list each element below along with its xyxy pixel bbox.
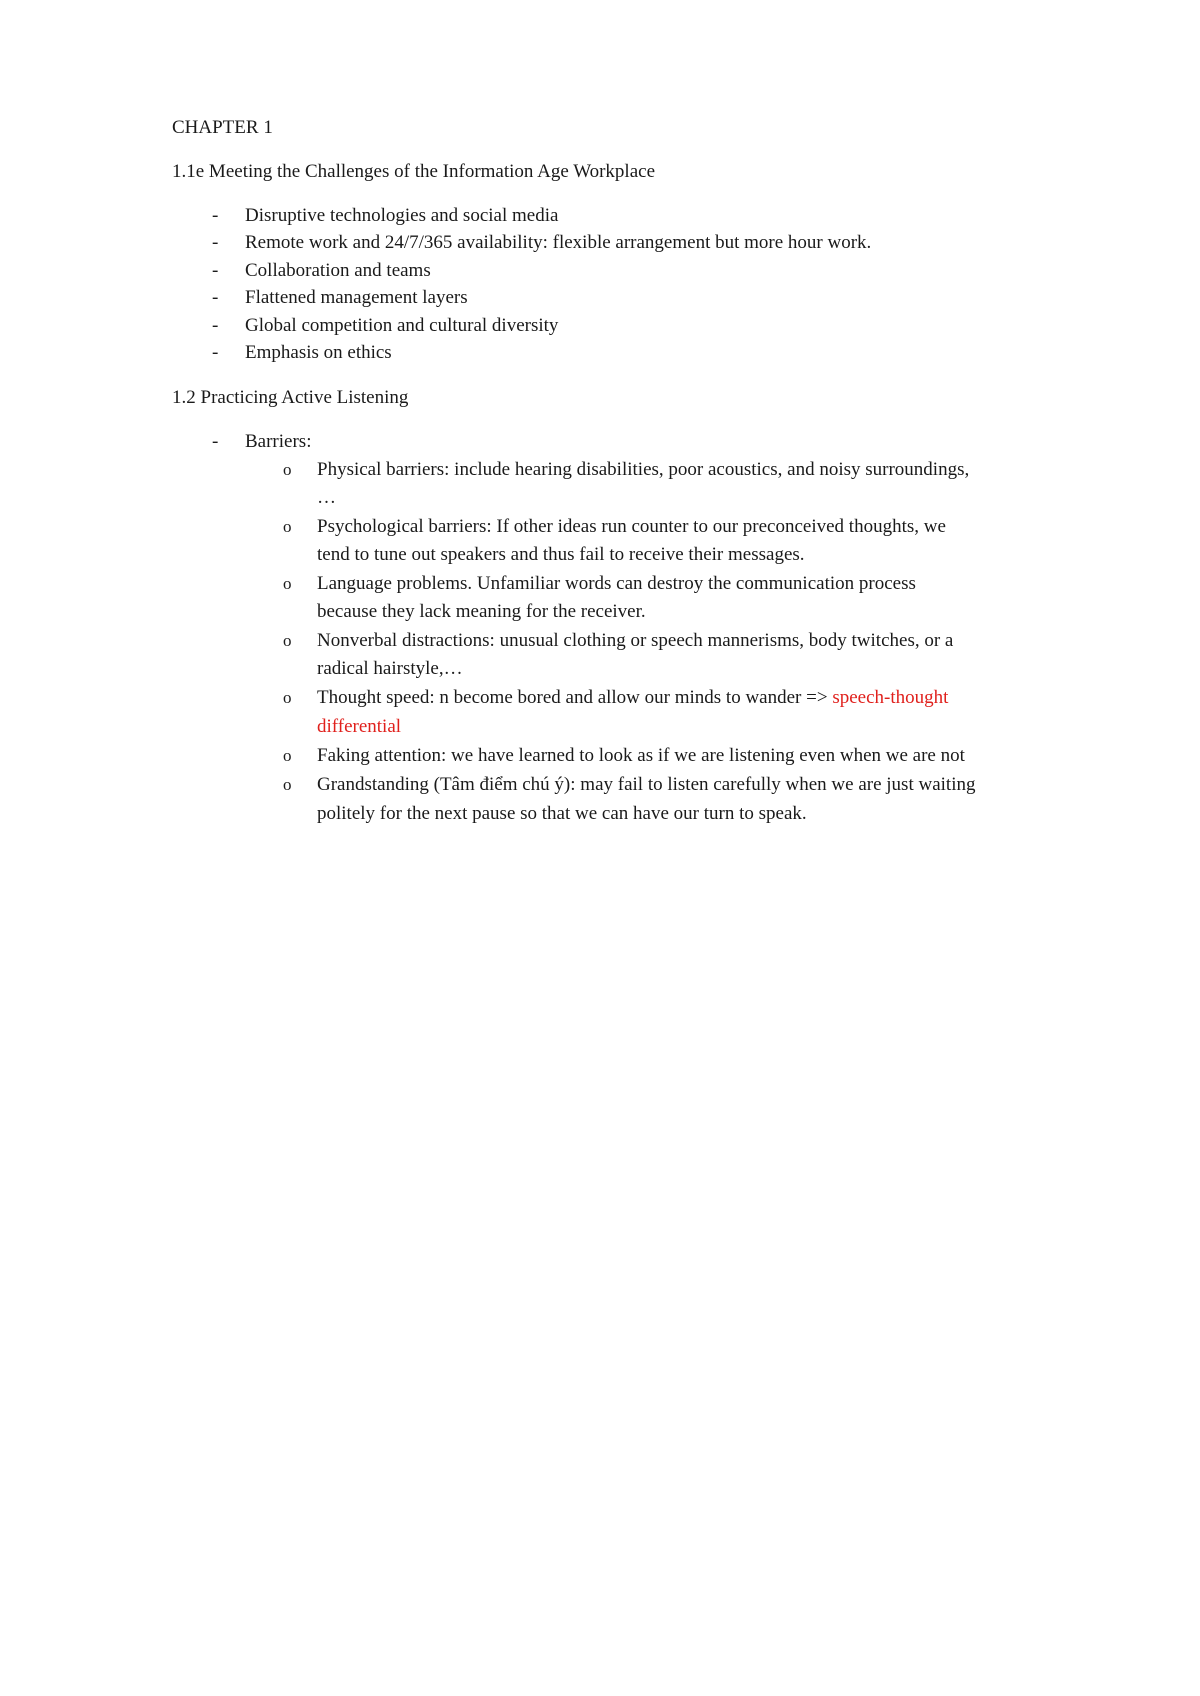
list-item-text: Remote work and 24/7/365 availability: flexible arrangement but more hour work. <box>245 232 872 253</box>
sublist-item-text: Faking attention: we have learned to look as if we are listening even when we are not <box>317 745 965 766</box>
highlighted-term: speech-thought <box>832 687 949 708</box>
dash-marker: - <box>212 260 219 281</box>
dash-marker: - <box>212 205 219 226</box>
section-heading-1-2: 1.2 Practicing Active Listening <box>172 387 409 408</box>
list-item-text: Disruptive technologies and social media <box>245 205 559 226</box>
sublist-item-text-cont: because they lack meaning for the receiver. <box>317 601 646 622</box>
sublist-item-text: Psychological barriers: If other ideas run counter to our preconceived thoughts, we <box>317 516 946 537</box>
circle-bullet-icon: o <box>283 746 292 765</box>
list-item-text: Global competition and cultural diversity <box>245 315 559 336</box>
sublist-item-text <box>317 684 948 712</box>
dash-marker: - <box>212 232 219 253</box>
circle-bullet-icon: o <box>283 460 292 479</box>
circle-bullet-icon: o <box>283 517 292 536</box>
sublist-item-text-cont: … <box>317 487 336 508</box>
list-item-text: Collaboration and teams <box>245 260 431 281</box>
sublist-item-text-cont: radical hairstyle,… <box>317 658 463 679</box>
list-item-text: Flattened management layers <box>245 287 468 308</box>
sublist-item-text: Physical barriers: include hearing disabilities, poor acoustics, and noisy surroundings, <box>317 459 970 480</box>
sublist-item-text: Nonverbal distractions: unusual clothing or speech mannerisms, body twitches, or a <box>317 630 954 651</box>
dash-marker: - <box>212 315 219 336</box>
dash-marker: - <box>212 287 219 308</box>
list-item-text: Emphasis on ethics <box>245 342 392 363</box>
circle-bullet-icon: o <box>283 574 292 593</box>
sublist-item-text: Language problems. Unfamiliar words can destroy the communication process <box>317 573 916 594</box>
barriers-label: Barriers: <box>245 431 312 452</box>
highlighted-term-cont: differential <box>317 716 402 737</box>
circle-bullet-icon: o <box>283 688 292 707</box>
circle-bullet-icon: o <box>283 775 292 794</box>
dash-marker: - <box>212 342 219 363</box>
circle-bullet-icon: o <box>283 631 292 650</box>
thought-speed-text: Thought speed: n become bored and allow our minds to wander => <box>317 687 833 708</box>
sublist-item-text: Grandstanding (Tâm điểm chú ý): may fail to listen carefully when we are just waiting <box>317 774 976 795</box>
sublist-item-text-cont: tend to tune out speakers and thus fail to receive their messages. <box>317 544 805 565</box>
section-heading-1-1e: 1.1e Meeting the Challenges of the Information Age Workplace <box>172 161 656 182</box>
sublist-item-text-cont: politely for the next pause so that we can have our turn to speak. <box>317 803 807 824</box>
dash-marker: - <box>212 431 219 452</box>
chapter-title: CHAPTER 1 <box>172 117 273 138</box>
